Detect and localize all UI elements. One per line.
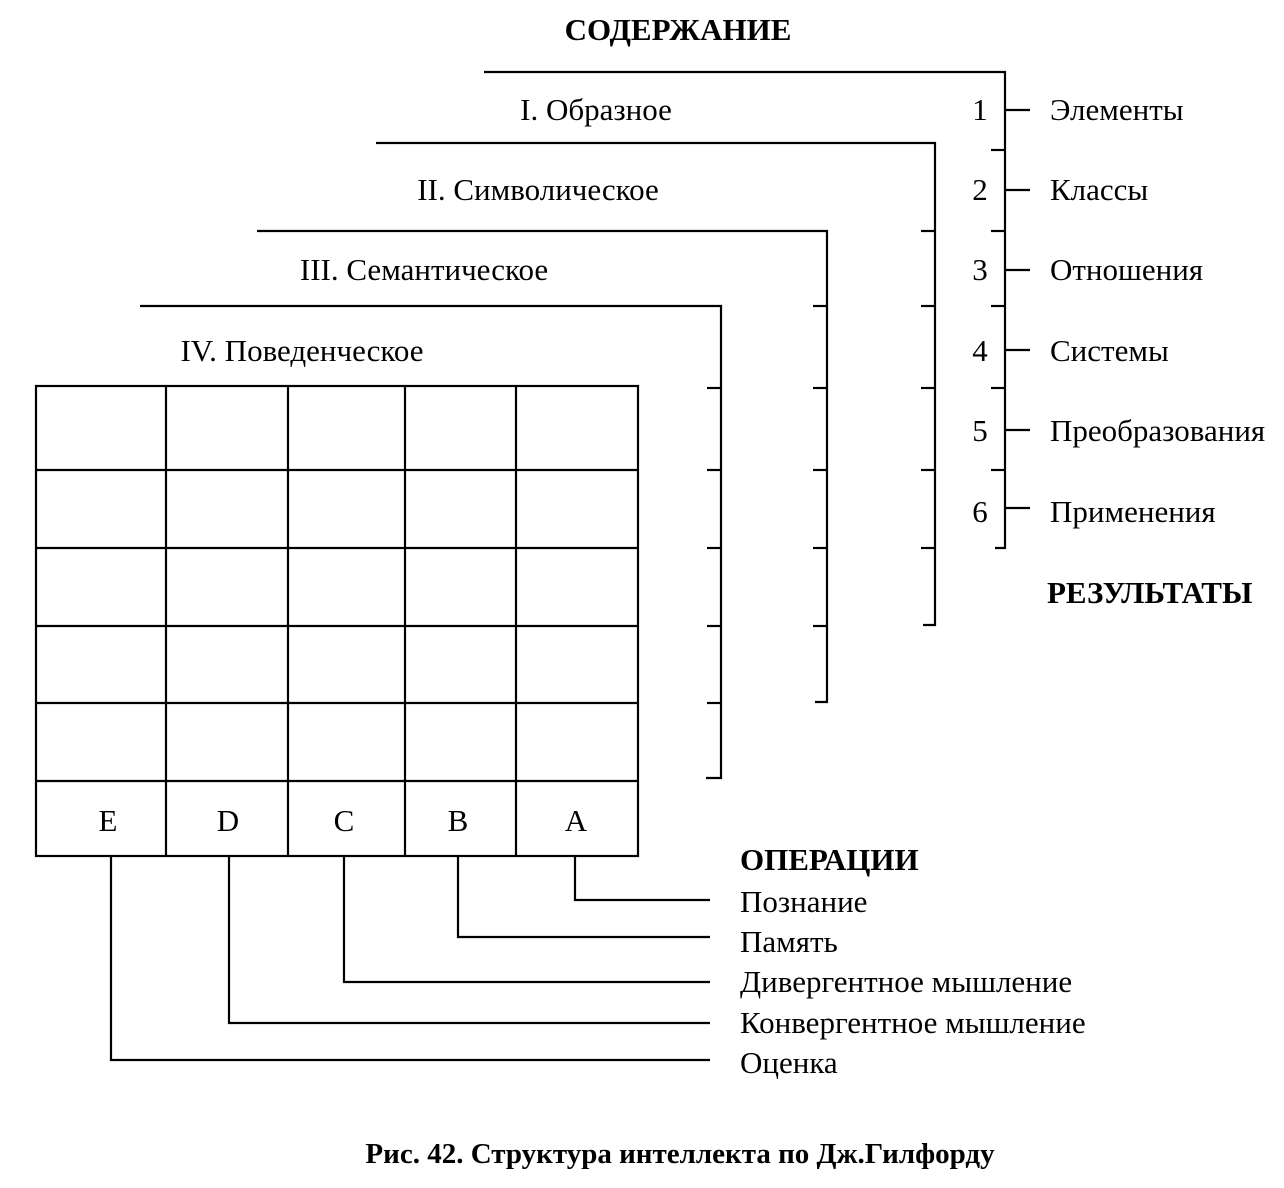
results-list [972,92,1265,529]
result-label: Классы [1050,172,1149,207]
operations-header: ОПЕРАЦИИ [740,842,919,877]
operation-label-d: Конвергентное мышление [740,1005,1086,1040]
column-letter-e: E [98,803,118,838]
layer-outline-3 [257,231,827,702]
operation-label-a: Познание [740,884,868,919]
content-header: СОДЕРЖАНИЕ [564,12,792,47]
operation-label-b: Память [740,924,838,959]
result-label: Преобразования [1050,413,1266,448]
operation-label-c: Дивергентное мышление [740,964,1073,999]
result-label: Применения [1050,494,1216,529]
layer-label-4: IV. Поведенческое [180,333,424,368]
operation-connector-b [458,856,710,937]
layer-row-ticks [707,150,1005,703]
column-letter-d: D [216,803,240,838]
result-label: Элементы [1050,92,1184,127]
figure-caption: Рис. 42. Структура интеллекта по Дж.Гилфорду [365,1138,995,1170]
layer-label-2: II. Символическое [417,172,659,207]
result-label: Системы [1050,333,1169,368]
operations-connectors [111,856,710,1060]
operation-connector-e [111,856,710,1060]
result-number: 6 [972,494,988,529]
column-letter-b: B [447,803,469,838]
front-grid [36,386,638,856]
column-letter-a: A [564,803,588,838]
layer-outline-4 [140,306,721,778]
operation-connector-a [575,856,710,900]
column-letter-c: C [333,803,355,838]
grid-frame [36,386,638,856]
result-number: 4 [972,333,988,368]
result-number: 3 [972,252,988,287]
results-header: РЕЗУЛЬТАТЫ [1047,575,1253,610]
operation-label-e: Оценка [740,1045,838,1080]
operation-connector-c [344,856,710,982]
operation-connector-d [229,856,710,1023]
result-number: 5 [972,413,988,448]
layer-label-3: III. Семантическое [299,252,549,287]
result-number: 1 [972,92,988,127]
result-number: 2 [972,172,988,207]
layer-outline-2 [376,143,935,625]
result-label: Отношения [1050,252,1204,287]
layer-label-1: I. Образное [520,92,672,127]
